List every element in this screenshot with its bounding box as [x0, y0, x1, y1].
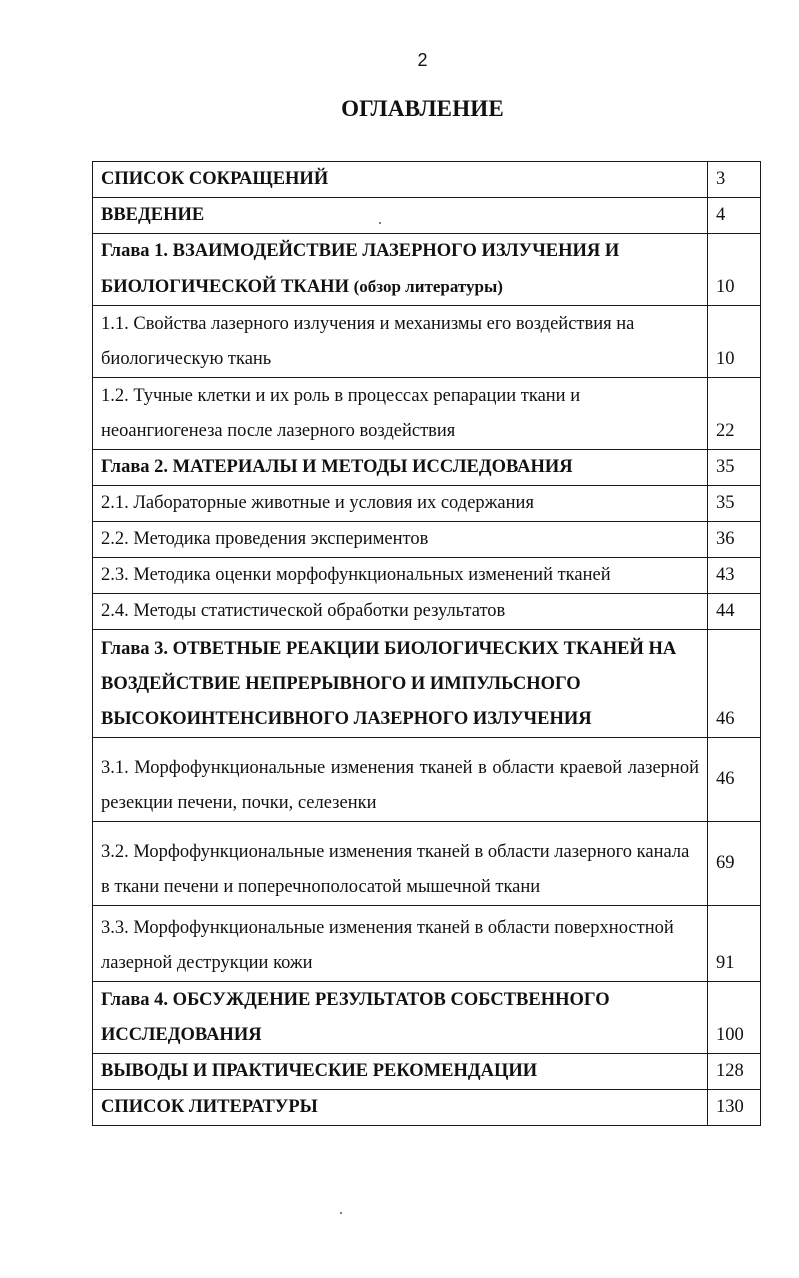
- page-number: 2: [417, 50, 428, 70]
- toc-entry-title: 3.1. Морфофункциональные изменения тканей в области краевой лазерной резекции печени, почки, селезенки: [93, 738, 708, 822]
- toc-entry-title: ВЫВОДЫ И ПРАКТИЧЕСКИЕ РЕКОМЕНДАЦИИ: [93, 1054, 708, 1090]
- toc-entry-title: 1.2. Тучные клетки и их роль в процессах репарации ткани и неоангиогенеза после лазерного воздействия: [93, 378, 708, 450]
- toc-row-conclusions: [93, 1054, 761, 1090]
- toc-entry-page: 35: [708, 450, 761, 486]
- toc-row-abbreviations: [93, 162, 761, 198]
- toc-entry-page: 69: [708, 822, 761, 906]
- toc-row-section-3-1: [93, 738, 761, 822]
- toc-entry-title: Глава 2. МАТЕРИАЛЫ И МЕТОДЫ ИССЛЕДОВАНИЯ: [93, 450, 708, 486]
- toc-entry-title: ВВЕДЕНИЕ: [93, 198, 708, 234]
- toc-row-section-2-1: [93, 486, 761, 522]
- scan-speck: [379, 222, 381, 224]
- toc-entry-title: 1.1. Свойства лазерного излучения и механизмы его воздействия на биологическую ткань: [93, 306, 708, 378]
- toc-entry-page: 4: [708, 198, 761, 234]
- toc-entry-title: 3.3. Морфофункциональные изменения тканей в области поверхностной лазерной деструкции кожи: [93, 906, 708, 982]
- toc-row-introduction: [93, 198, 761, 234]
- toc-entry-page: 22: [708, 378, 761, 450]
- toc-entry-title: 2.1. Лабораторные животные и условия их содержания: [93, 486, 708, 522]
- toc-entry-page: 43: [708, 558, 761, 594]
- toc-entry-title: [93, 234, 708, 306]
- toc-entry-title: 3.2. Морфофункциональные изменения тканей в области лазерного канала в ткани печени и поперечнополосатой мышечной ткани: [93, 822, 708, 906]
- toc-row-section-1-2: [93, 378, 761, 450]
- toc-row-section-2-3: [93, 558, 761, 594]
- toc-chapter-title-text: Глава 1. ВЗАИМОДЕЙСТВИЕ ЛАЗЕРНОГО ИЗЛУЧЕНИЯ И БИОЛОГИЧЕСКОЙ ТКАНИ: [101, 241, 620, 297]
- toc-entry-page: 130: [708, 1090, 761, 1126]
- toc-row-section-3-2: [93, 822, 761, 906]
- toc-entry-title: СПИСОК СОКРАЩЕНИЙ: [93, 162, 708, 198]
- toc-entry-page: 3: [708, 162, 761, 198]
- toc-entry-title: 2.2. Методика проведения экспериментов: [93, 522, 708, 558]
- toc-entry-title: Глава 3. ОТВЕТНЫЕ РЕАКЦИИ БИОЛОГИЧЕСКИХ ТКАНЕЙ НА ВОЗДЕЙСТВИЕ НЕПРЕРЫВНОГО И ИМПУЛЬСНОГО ВЫСОКОИНТЕНСИВНОГО ЛАЗЕРНОГО ИЗЛУЧЕНИЯ: [93, 630, 708, 738]
- toc-entry-page: 36: [708, 522, 761, 558]
- toc-row-section-2-2: [93, 522, 761, 558]
- toc-row-chapter-4: [93, 982, 761, 1054]
- toc-entry-page: 128: [708, 1054, 761, 1090]
- toc-entry-title: СПИСОК ЛИТЕРАТУРЫ: [93, 1090, 708, 1126]
- toc-row-chapter-1: [93, 234, 761, 306]
- page-title: ОГЛАВЛЕНИЕ: [341, 96, 504, 121]
- toc-entry-title: 2.4. Методы статистической обработки результатов: [93, 594, 708, 630]
- toc-entry-title: Глава 4. ОБСУЖДЕНИЕ РЕЗУЛЬТАТОВ СОБСТВЕННОГО ИССЛЕДОВАНИЯ: [93, 982, 708, 1054]
- toc-entry-page: 10: [708, 234, 761, 306]
- toc-entry-page: 10: [708, 306, 761, 378]
- toc-row-section-1-1: [93, 306, 761, 378]
- toc-row-chapter-2: [93, 450, 761, 486]
- toc-row-section-2-4: [93, 594, 761, 630]
- toc-row-chapter-3: [93, 630, 761, 738]
- toc-entry-page: 91: [708, 906, 761, 982]
- toc-row-section-3-3: [93, 906, 761, 982]
- table-of-contents: [92, 161, 761, 1126]
- toc-entry-title: 2.3. Методика оценки морфофункциональных изменений тканей: [93, 558, 708, 594]
- toc-chapter-subtitle: (обзор литературы): [353, 277, 503, 296]
- toc-entry-page: 46: [708, 630, 761, 738]
- toc-entry-page: 35: [708, 486, 761, 522]
- scan-speck: [340, 1212, 342, 1214]
- toc-entry-page: 100: [708, 982, 761, 1054]
- toc-entry-page: 46: [708, 738, 761, 822]
- toc-entry-page: 44: [708, 594, 761, 630]
- toc-row-references: [93, 1090, 761, 1126]
